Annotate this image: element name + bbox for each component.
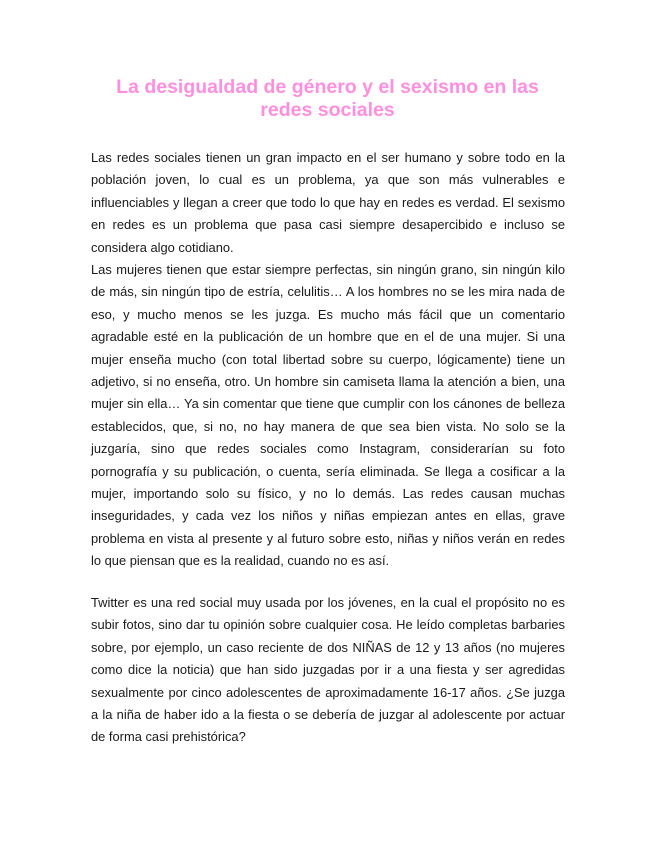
paragraph-intro: Las redes sociales tienen un gran impacto en el ser humano y sobre todo en la población joven, lo cual es un problema, ya que son más vulnerables e influenciables y llegan a creer que todo lo que hay en redes es verdad. El sexismo en redes es un problema que pasa casi siempre desapercibido e incluso se considera algo cotidiano. (91, 150, 565, 255)
document-title: La desigualdad de género y el sexismo en las redes sociales (116, 76, 539, 121)
paragraph-beauty-standards: Las mujeres tienen que estar siempre perfectas, sin ningún grano, sin ningún kilo de más, sin ningún tipo de estría, celulitis… A los hombres no se les mira nada de eso, y mucho menos se les juzga. Es mucho más fácil que un comentario agradable esté en la publicación de un hombre que en el de una mujer. Si una mujer enseña mucho (con total libertad sobre su cuerpo, lógicamente) tiene un adjetivo, si no enseña, otro. Un hombre sin camiseta llama la atención a bien, una mujer sin ella… Ya sin comentar que tiene que cumplir con los cánones de belleza establecidos, que, si no, no hay manera de que sea bien vista. No solo se la juzgaría, sino que redes sociales como Instagram, considerarían su foto pornografía y su publicación, o cuenta, sería eliminada. Se llega a cosificar a la mujer, importando solo su físico, y no lo demás. Las redes causan muchas inseguridades, y cada vez los niños y niñas empiezan antes en ellas, grave problema en vista al presente y al futuro sobre esto, niñas y niños verán en redes lo que piensan que es la realidad, cuando no es así. (91, 262, 565, 569)
paragraph-twitter: Twitter es una red social muy usada por los jóvenes, en la cual el propósito no es subir fotos, sino dar tu opinión sobre cualquier cosa. He leído completas barbaries sobre, por ejemplo, un caso reciente de dos NIÑAS de 12 y 13 años (no mujeres como dice la noticia) que han sido juzgadas por ir a una fiesta y ser agredidas sexualmente por cinco adolescentes de aproximadamente 16-17 años. ¿Se juzga a la niña de haber ido a la fiesta o se debería de juzgar al adolescente por actuar de forma casi prehistórica? (91, 595, 565, 745)
